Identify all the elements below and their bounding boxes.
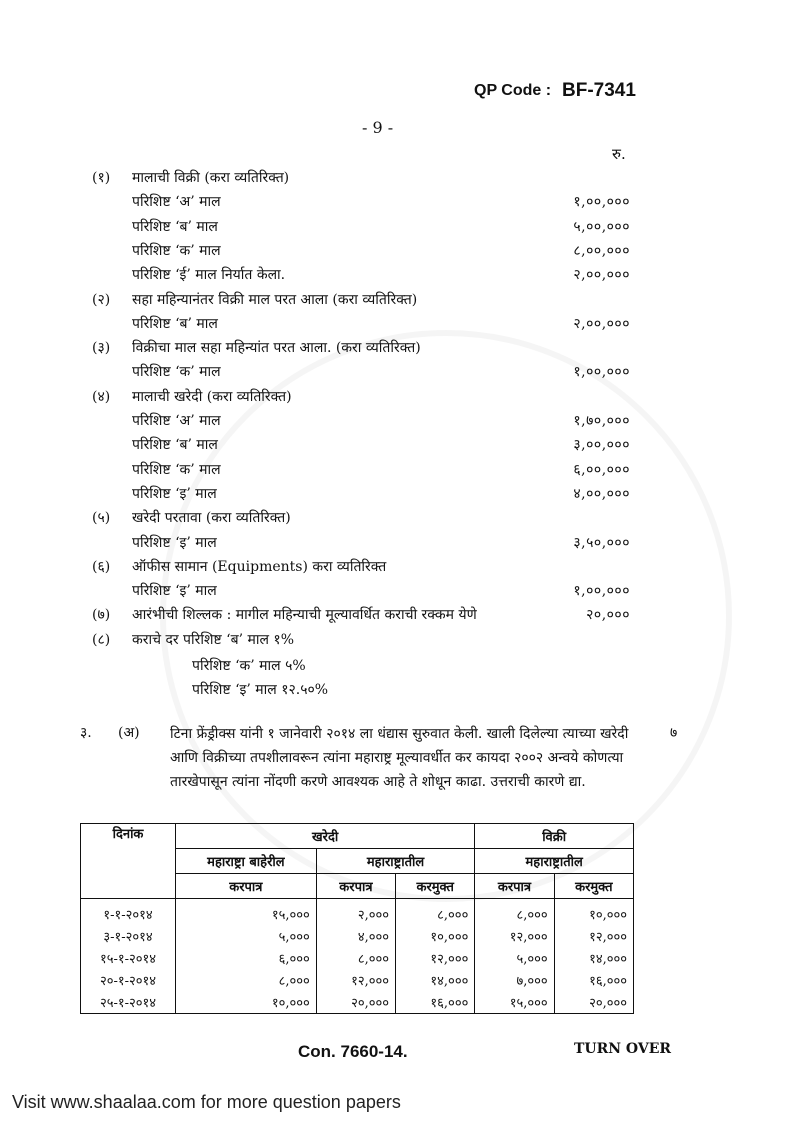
list-item [0, 166, 800, 190]
item-amount: १,००,००० [573, 364, 630, 381]
item-amount: ८,००,००० [573, 242, 630, 259]
cell-amount: २,००० [316, 899, 395, 926]
cell-amount: १४,००० [554, 947, 633, 969]
th-taxable-2: करपात्र [316, 874, 395, 899]
con-code: Con. 7660-14. [298, 1042, 408, 1061]
item-amount: १,००,००० [573, 194, 630, 211]
cell-date: २०-१-२०१४ [81, 969, 176, 991]
cell-date: ३-१-२०१४ [81, 925, 176, 947]
question-sub: (अ) [118, 725, 140, 741]
item-label: खरेदी परतावा (करा व्यतिरिक्त) [132, 510, 291, 527]
list-item [0, 385, 800, 409]
cell-amount: १२,००० [316, 969, 395, 991]
cell-amount: १६,००० [396, 991, 475, 1014]
rate-line-3: परिशिष्ट ‘इ’ माल १२.५०% [192, 682, 329, 698]
list-item [0, 506, 800, 530]
item-label: ऑफीस सामान (Equipments) करा व्यतिरिक्त [132, 558, 387, 575]
item-amount: ६,००,००० [573, 461, 630, 478]
table-body [81, 899, 634, 1014]
item-amount: ४,००,००० [573, 485, 630, 502]
item-num: (८) [92, 631, 111, 648]
list-item [0, 603, 800, 627]
list-item [0, 482, 800, 506]
item-label: विक्रीचा माल सहा महिन्यांत परत आला. (करा व्यतिरिक्त) [132, 340, 421, 357]
item-label: परिशिष्ट ‘अ’ माल [132, 413, 221, 429]
cell-amount: ८,००० [176, 969, 317, 991]
table-row [81, 899, 634, 926]
cell-date: १५-१-२०१४ [81, 947, 176, 969]
th-within-sales: महाराष्ट्रातील [475, 849, 634, 874]
cell-amount: ५,००० [475, 947, 554, 969]
page-number: - 9 - [362, 118, 394, 137]
list-item [0, 531, 800, 555]
item-num: (६) [92, 558, 111, 575]
th-outside: महाराष्ट्रा बाहेरील [176, 849, 317, 874]
cell-amount: ६,००० [176, 947, 317, 969]
th-taxable-3: करपात्र [475, 874, 554, 899]
item-label: मालाची खरेदी (करा व्यतिरिक्त) [132, 388, 292, 405]
table-row [81, 925, 634, 947]
cell-amount: १५,००० [475, 991, 554, 1014]
list-item [0, 239, 800, 263]
th-taxable-1: करपात्र [176, 874, 317, 899]
item-label: परिशिष्ट ‘ब’ माल [132, 218, 218, 235]
item-num: (७) [92, 607, 111, 624]
item-label: सहा महिन्यानंतर विक्री माल परत आला (करा व्यतिरिक्त) [132, 291, 418, 308]
item-amount: ३,००,००० [573, 437, 630, 454]
qp-code-label: QP Code : [474, 82, 552, 99]
cell-amount: १६,००० [554, 969, 633, 991]
turn-over: TURN OVER [574, 1041, 672, 1057]
list-item [0, 288, 800, 312]
currency-label: रु. [612, 145, 626, 163]
table-row [81, 947, 634, 969]
cell-amount: ५,००० [176, 925, 317, 947]
cell-amount: ८,००० [316, 947, 395, 969]
question-number: ३. [80, 725, 92, 741]
visit-footer: Visit www.shaalaa.com for more question papers [12, 1092, 401, 1112]
list-item [0, 215, 800, 239]
item-label: परिशिष्ट ‘इ’ माल [132, 534, 217, 551]
qp-code-value: BF-7341 [562, 80, 636, 101]
item-label: परिशिष्ट ‘अ’ माल [132, 194, 221, 211]
cell-date: १-१-२०१४ [81, 899, 176, 926]
th-date: दिनांक [81, 824, 176, 899]
cell-amount: १०,००० [176, 991, 317, 1014]
th-free-2: करमुक्त [396, 874, 475, 899]
item-label: परिशिष्ट ‘इ’ माल [132, 485, 217, 502]
item-amount: १,७०,००० [573, 413, 630, 429]
list-item [0, 433, 800, 457]
cell-amount: १०,००० [554, 899, 633, 926]
list-item [0, 336, 800, 360]
item-num: (३) [92, 340, 111, 357]
cell-amount: ७,००० [475, 969, 554, 991]
list-item [0, 628, 800, 652]
list-item [0, 312, 800, 336]
cell-amount: ८,००० [475, 899, 554, 926]
item-num: (२) [92, 291, 111, 308]
cell-amount: १०,००० [396, 925, 475, 947]
cell-amount: २०,००० [316, 991, 395, 1014]
item-amount: २,००,००० [573, 267, 630, 284]
item-num: (४) [92, 388, 111, 405]
item-label: परिशिष्ट ‘ब’ माल [132, 315, 218, 332]
cell-date: २५-१-२०१४ [81, 991, 176, 1014]
cell-amount: १४,००० [396, 969, 475, 991]
list-item [0, 263, 800, 287]
th-sales: विक्री [475, 824, 634, 849]
question-text: टिना फ्रेंड्रीक्स यांनी १ जानेवारी २०१४ ला धंद्यास सुरुवात केली. खाली दिलेल्या त्याच्या खरेदी आणि विक्रीच्या तपशीलावरून त्यांना महाराष्ट्र मूल्यावर्धीत कर कायदा २००२ अन्वये कोणत्या तारखेपासून त्यांना नोंदणी करणे आवश्यक आहे ते शोधून काढा. उत्तराची कारणे द्या. [170, 726, 629, 790]
item-label: परिशिष्ट ‘क’ माल [132, 364, 221, 381]
item-label: आरंभीची शिल्लक : मागील महिन्याची मूल्यावर्धित कराची रक्कम येणे [132, 607, 477, 624]
th-purchase: खरेदी [176, 824, 475, 849]
item-label: परिशिष्ट ‘इ’ माल [132, 583, 217, 600]
list-item [0, 579, 800, 603]
item-label: मालाची विक्री (करा व्यतिरिक्त) [132, 170, 290, 186]
cell-amount: १२,००० [554, 925, 633, 947]
cell-amount: २०,००० [554, 991, 633, 1014]
list-item [0, 555, 800, 579]
item-amount: ३,५०,००० [573, 534, 630, 551]
item-amount: ५,००,००० [573, 218, 630, 235]
cell-amount: १२,००० [396, 947, 475, 969]
cell-amount: १५,००० [176, 899, 317, 926]
table-row [81, 991, 634, 1014]
cell-amount: ४,००० [316, 925, 395, 947]
th-free-3: करमुक्त [554, 874, 633, 899]
item-amount: २०,००० [586, 607, 630, 624]
list-item [0, 458, 800, 482]
rate-line-2: परिशिष्ट ‘क’ माल ५% [192, 658, 306, 674]
table-row [81, 969, 634, 991]
item-num: (५) [92, 510, 111, 527]
item-num: (१) [92, 170, 111, 186]
item-amount: २,००,००० [573, 315, 630, 332]
item-label: कराचे दर परिशिष्ट ‘ब’ माल १% [132, 631, 294, 648]
list-item [0, 360, 800, 384]
cell-amount: ८,००० [396, 899, 475, 926]
question-marks: ७ [670, 725, 678, 741]
item-amount: १,००,००० [573, 583, 630, 600]
item-label: परिशिष्ट ‘ई’ माल निर्यात केला. [132, 267, 286, 284]
cell-amount: १२,००० [475, 925, 554, 947]
th-within: महाराष्ट्रातील [316, 849, 475, 874]
list-item [0, 190, 800, 214]
item-label: परिशिष्ट ‘ब’ माल [132, 437, 218, 454]
purchase-sales-table [80, 823, 634, 1014]
item-label: परिशिष्ट ‘क’ माल [132, 461, 221, 478]
item-label: परिशिष्ट ‘क’ माल [132, 242, 221, 259]
list-item [0, 409, 800, 433]
